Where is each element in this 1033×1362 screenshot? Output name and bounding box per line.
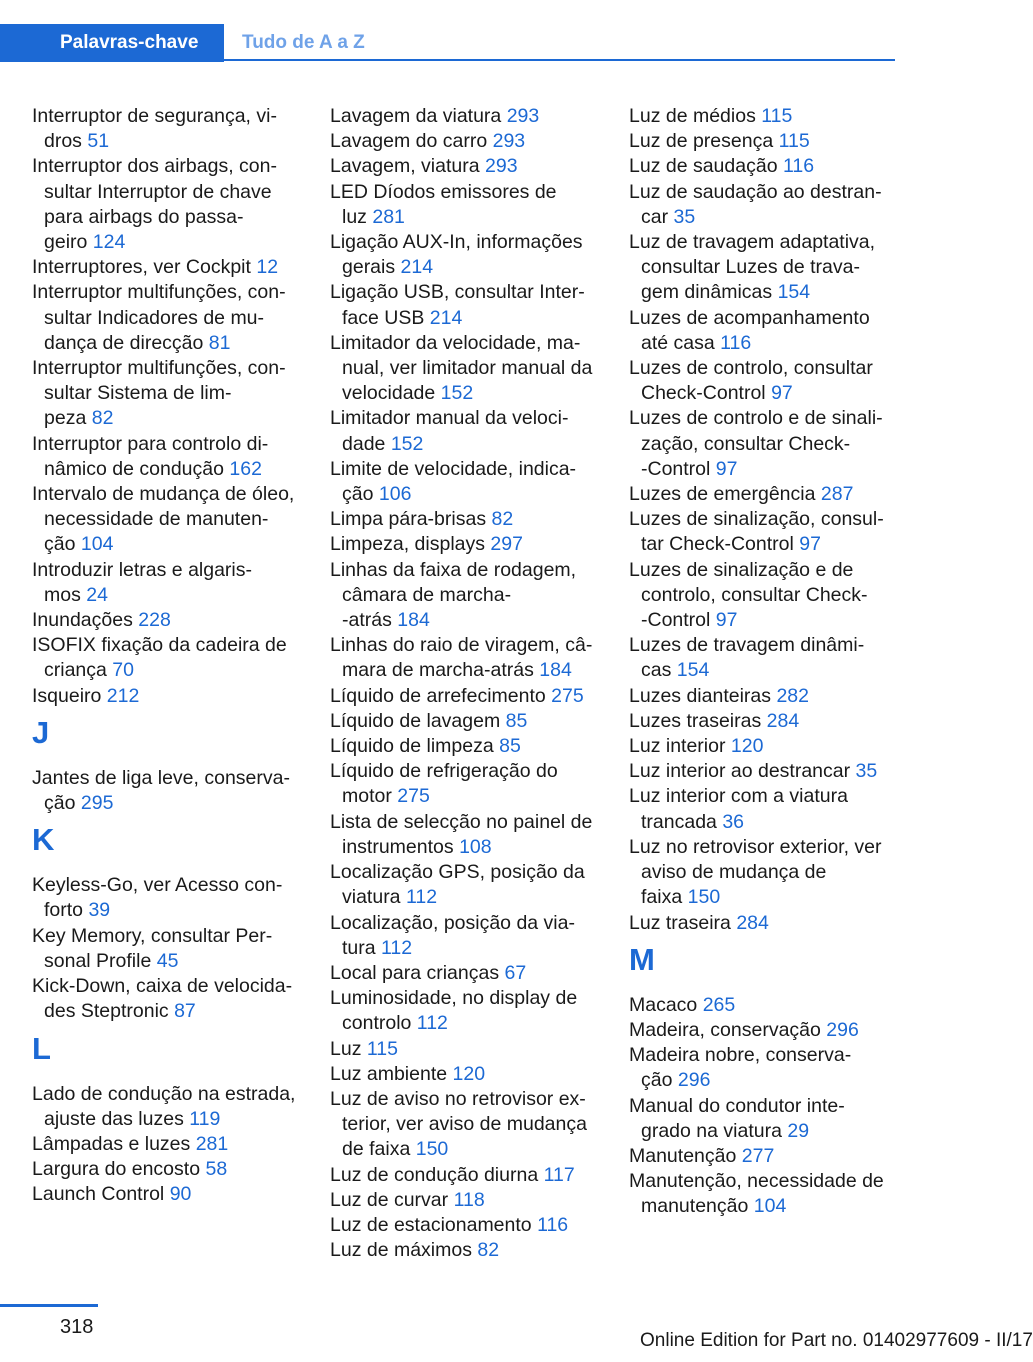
- index-entry: [330, 911, 602, 961]
- index-entry-page-link[interactable]: 51: [87, 130, 110, 153]
- index-entry-text: Introduzir letras e algaris- mos: [32, 558, 253, 606]
- index-entry-text: Luzes de emergência: [629, 483, 816, 506]
- index-entry: [32, 1182, 304, 1207]
- index-entry: [629, 104, 901, 129]
- index-entry: [629, 1043, 901, 1093]
- index-entry-page-link[interactable]: 297: [490, 533, 523, 556]
- index-entry-page-link[interactable]: 184: [539, 659, 572, 682]
- index-entry-text: Limitador da velocidade, ma- nual, ver limitador manual da velocidade: [330, 331, 593, 405]
- index-entry-text: Luzes de travagem dinâmi- cas: [629, 634, 865, 682]
- index-entry: [629, 684, 901, 709]
- index-entry-page-link[interactable]: 295: [80, 792, 114, 815]
- index-letter-heading: L: [32, 1030, 51, 1066]
- index-entry-page-link[interactable]: 281: [195, 1132, 229, 1155]
- index-entry-text: ISOFIX fixação da cadeira de criança: [32, 634, 287, 682]
- index-entry-text: Ligação AUX-In, informações gerais: [330, 231, 583, 279]
- index-entry-text: Macaco: [629, 993, 698, 1016]
- index-entry-text: Lavagem, viatura: [330, 155, 480, 178]
- index-entry-page-link[interactable]: 154: [777, 281, 811, 304]
- index-entry-text: Luz de aviso no retrovisor ex- terior, ver aviso de mudança de faixa: [330, 1087, 587, 1161]
- index-entry-page-link[interactable]: 116: [720, 331, 752, 354]
- index-entry-page-link[interactable]: 82: [91, 407, 114, 430]
- index-entry: [32, 104, 304, 154]
- index-entry: [330, 1087, 602, 1163]
- index-entry-page-link[interactable]: 112: [416, 1012, 448, 1035]
- index-entry: [629, 759, 901, 784]
- index-entry-page-link[interactable]: 184: [397, 609, 430, 632]
- index-entry: [629, 306, 901, 356]
- index-entry-page-link[interactable]: 90: [169, 1183, 192, 1206]
- tab-tudo-de-a-a-z[interactable]: Tudo de A a Z: [242, 32, 365, 53]
- index-entry-page-link[interactable]: 277: [741, 1144, 775, 1167]
- index-entry: [330, 986, 602, 1036]
- index-entry-page-link[interactable]: 293: [485, 155, 518, 178]
- index-entry-text: Interruptor multifunções, con- sultar Indicadores de mu- dança de direcção: [32, 281, 286, 354]
- index-letter-heading: M: [629, 941, 655, 977]
- index-entry: [629, 993, 901, 1018]
- index-entry-page-link[interactable]: 24: [86, 583, 108, 606]
- index-entry: [629, 835, 901, 911]
- index-entry: [330, 406, 602, 456]
- index-entry-page-link[interactable]: 115: [778, 130, 810, 153]
- index-entry-text: Luzes de sinalização e de controlo, consultar Check- -Control: [629, 558, 868, 632]
- index-entry: [32, 1082, 304, 1132]
- index-entry: [629, 356, 901, 406]
- index-entry-page-link[interactable]: 212: [106, 684, 140, 707]
- index-entry-page-link[interactable]: 296: [826, 1018, 859, 1041]
- index-entry: [330, 1188, 602, 1213]
- index-entry: [629, 482, 901, 507]
- index-entry: [629, 180, 901, 230]
- index-entry-page-link[interactable]: 284: [766, 709, 800, 732]
- index-entry-text: Luz ambiente: [330, 1062, 448, 1085]
- index-entry-text: Madeira, conservação: [629, 1018, 821, 1041]
- index-entry: [629, 230, 901, 306]
- index-entry-text: Launch Control: [32, 1183, 165, 1206]
- index-entry-text: Luz de estacionamento: [330, 1213, 532, 1236]
- index-entry-page-link[interactable]: 58: [205, 1158, 228, 1181]
- index-entry: [330, 280, 602, 330]
- index-entry-text: Luz de médios: [629, 105, 756, 127]
- index-entry-page-link[interactable]: 85: [505, 709, 528, 732]
- index-entry-text: Luz traseira: [629, 911, 731, 934]
- index-entry-page-link[interactable]: 293: [506, 105, 540, 127]
- index-entry: [32, 432, 304, 482]
- index-entry-page-link[interactable]: 214: [400, 256, 434, 279]
- index-entry-text: Manutenção, necessidade de manutenção: [629, 1170, 884, 1218]
- index-letter-heading: K: [32, 822, 55, 858]
- index-entry: [330, 457, 602, 507]
- index-entry: [32, 558, 304, 608]
- index-entry-text: Líquido de limpeza: [330, 735, 494, 758]
- index-entry-text: Luzes de sinalização, consul- tar Check-Control: [629, 508, 884, 556]
- index-entry: [32, 873, 304, 923]
- index-entry-page-link[interactable]: 112: [381, 936, 413, 959]
- index-entry-text: Lâmpadas e luzes: [32, 1132, 191, 1155]
- index-entry: [32, 356, 304, 432]
- index-entry: [629, 1094, 901, 1144]
- index-entry-page-link[interactable]: 81: [208, 331, 231, 354]
- index-entry: [330, 810, 602, 860]
- index-entry-text: Ligação USB, consultar Inter- face USB: [330, 281, 585, 329]
- index-entry: [32, 154, 304, 255]
- index-entry-text: Limitador manual da veloci- dade: [330, 407, 569, 455]
- index-entry: [330, 633, 602, 683]
- index-entry: [330, 684, 602, 709]
- index-entry-page-link[interactable]: 108: [459, 835, 492, 858]
- index-entry-page-link[interactable]: 152: [390, 432, 424, 455]
- index-entry-text: Luzes dianteiras: [629, 684, 772, 707]
- index-entry-text: Key Memory, consultar Per- sonal Profile: [32, 924, 273, 972]
- index-entry: [330, 860, 602, 910]
- index-entry-text: Jantes de liga leve, conserva- ção: [32, 766, 290, 815]
- index-column-1: [32, 104, 304, 1208]
- index-entry-page-link[interactable]: 97: [799, 533, 821, 556]
- index-entry-text: Lado de condução na estrada, ajuste das luzes: [32, 1082, 296, 1130]
- index-entry: [330, 129, 602, 154]
- index-entry: [330, 734, 602, 759]
- index-entry: [32, 684, 304, 709]
- index-entry-page-link[interactable]: 104: [80, 533, 114, 556]
- index-entry: [32, 482, 304, 558]
- index-entry-text: Local para crianças: [330, 961, 500, 984]
- index-entry-page-link[interactable]: 12: [256, 256, 279, 279]
- index-entry-text: Luz interior: [629, 735, 726, 758]
- index-entry-text: Luz de travagem adaptativa, consultar Luzes de trava- gem dinâmicas: [629, 231, 876, 304]
- index-entry-page-link[interactable]: 228: [138, 609, 171, 632]
- index-entry-page-link[interactable]: 120: [452, 1062, 486, 1085]
- index-entry-page-link[interactable]: 115: [761, 105, 793, 127]
- index-entry-page-link[interactable]: 265: [702, 993, 736, 1016]
- index-entry: [32, 1132, 304, 1157]
- index-entry: [32, 974, 304, 1024]
- index-entry: [629, 734, 901, 759]
- index-entry-text: Luminosidade, no display de controlo: [330, 987, 578, 1035]
- index-entry-text: Luz de curvar: [330, 1188, 449, 1211]
- page-number-rule: [0, 1304, 98, 1307]
- index-entry-text: Inundações: [32, 609, 133, 632]
- index-entry-page-link[interactable]: 116: [782, 155, 815, 178]
- index-entry-page-link[interactable]: 117: [543, 1163, 575, 1186]
- index-entry-page-link[interactable]: 104: [753, 1195, 787, 1218]
- index-entry-page-link[interactable]: 85: [499, 735, 521, 758]
- index-entry-text: Luz de saudação: [629, 155, 778, 178]
- index-entry-page-link[interactable]: 97: [715, 609, 738, 632]
- index-entry: [330, 1037, 602, 1062]
- index-entry: [629, 129, 901, 154]
- index-entry-text: Líquido de arrefecimento: [330, 684, 546, 707]
- index-entry-text: Luzes de acompanhamento até casa: [629, 306, 870, 354]
- index-entry-text: LED Díodos emissores de luz: [330, 180, 557, 228]
- index-entry: [32, 1157, 304, 1182]
- index-entry-text: Limite de velocidade, indica- ção: [330, 457, 577, 506]
- index-entry-text: Luz: [330, 1037, 362, 1060]
- header-rule: [224, 59, 895, 61]
- index-entry-page-link[interactable]: 112: [405, 886, 438, 909]
- index-letter-heading: J: [32, 714, 50, 750]
- index-entry-text: Manual do condutor inte- grado na viatura: [629, 1094, 845, 1142]
- index-entry-page-link[interactable]: 36: [722, 810, 745, 833]
- index-entry-text: Interruptor para controlo di- nâmico de condução: [32, 432, 269, 480]
- index-entry: [32, 255, 304, 280]
- index-entry: [330, 154, 602, 179]
- index-entry: [629, 1144, 901, 1169]
- index-entry: [32, 280, 304, 356]
- index-entry: [629, 406, 901, 482]
- index-entry-text: Luzes traseiras: [629, 709, 762, 732]
- index-entry-page-link[interactable]: 281: [372, 205, 405, 228]
- index-entry: [330, 1213, 602, 1238]
- footer-edition: Online Edition for Part no. 01402977609 - II/17: [640, 1330, 1033, 1351]
- index-entry: [629, 558, 901, 634]
- index-entry-text: Luzes de controlo, consultar Check-Control: [629, 357, 873, 405]
- index-entry: [629, 633, 901, 683]
- index-entry-text: Luz de máximos: [330, 1239, 472, 1262]
- index-entry-text: Limpa pára-brisas: [330, 508, 487, 531]
- index-entry: [629, 784, 901, 834]
- index-entry-page-link[interactable]: 35: [673, 205, 696, 228]
- index-entry: [330, 532, 602, 557]
- index-entry-text: Localização GPS, posição da viatura: [330, 861, 585, 909]
- index-entry-text: Luz de saudação ao destran- car: [629, 180, 882, 228]
- index-entry: [629, 1018, 901, 1043]
- index-entry: [629, 507, 901, 557]
- index-entry-page-link[interactable]: 115: [366, 1037, 398, 1060]
- index-entry: [330, 1163, 602, 1188]
- index-entry-text: Isqueiro: [32, 684, 102, 707]
- index-entry: [330, 104, 602, 129]
- index-entry-page-link[interactable]: 82: [477, 1239, 500, 1262]
- index-entry: [629, 1169, 901, 1219]
- index-entry-page-link[interactable]: 70: [112, 659, 134, 682]
- index-entry-page-link[interactable]: 150: [687, 886, 721, 909]
- index-entry-page-link[interactable]: 152: [440, 382, 474, 405]
- index-entry-page-link[interactable]: 150: [415, 1138, 449, 1161]
- index-entry-text: Localização, posição da via- tura: [330, 911, 575, 959]
- index-entry: [330, 230, 602, 280]
- index-entry-page-link[interactable]: 275: [551, 684, 584, 707]
- index-entry-page-link[interactable]: 214: [429, 306, 463, 329]
- index-entry-text: Manutenção: [629, 1144, 737, 1167]
- index-entry-text: Luz interior com a viatura trancada: [629, 785, 848, 833]
- index-entry-text: Keyless-Go, ver Acesso con- forto: [32, 874, 283, 922]
- index-entry-text: Luz de presença: [629, 130, 774, 153]
- index-entry-page-link[interactable]: 82: [491, 508, 514, 531]
- index-entry: [330, 331, 602, 407]
- index-entry-text: Interruptor de segurança, vi- dros: [32, 105, 277, 153]
- index-entry: [330, 180, 602, 230]
- index-entry: [629, 911, 901, 936]
- index-entry: [330, 1238, 602, 1263]
- index-entry: [330, 961, 602, 986]
- index-entry-page-link[interactable]: 29: [787, 1119, 810, 1142]
- index-entry-page-link[interactable]: 120: [730, 735, 764, 758]
- index-entry-text: Kick-Down, caixa de velocida- des Steptronic: [32, 975, 293, 1023]
- index-entry-text: Líquido de lavagem: [330, 709, 501, 732]
- index-entry-page-link[interactable]: 116: [537, 1213, 569, 1236]
- index-entry-text: Madeira nobre, conserva- ção: [629, 1044, 852, 1092]
- page-number: 318: [60, 1316, 94, 1338]
- index-entry-page-link[interactable]: 97: [771, 382, 793, 405]
- index-entry-text: Luz interior ao destrancar: [629, 760, 851, 783]
- index-entry-page-link[interactable]: 287: [820, 483, 854, 506]
- index-column-3: [629, 104, 901, 1220]
- index-entry: [32, 924, 304, 974]
- index-entry: [629, 154, 901, 179]
- index-entry-text: Linhas do raio de viragem, câ- mara de marcha-atrás: [330, 634, 593, 682]
- index-entry: [330, 558, 602, 634]
- index-entry-page-link[interactable]: 162: [229, 457, 262, 480]
- index-entry: [330, 709, 602, 734]
- header-tabs: [0, 24, 895, 62]
- index-entry: [32, 766, 304, 816]
- index-entry-page-link[interactable]: 106: [378, 483, 412, 506]
- index-entry: [330, 1062, 602, 1087]
- index-entry-page-link[interactable]: 275: [397, 785, 430, 808]
- index-entry-text: Luz de condução diurna: [330, 1163, 539, 1186]
- index-entry-text: Lavagem da viatura: [330, 105, 502, 127]
- index-entry-page-link[interactable]: 119: [189, 1107, 221, 1130]
- index-entry-text: Líquido de refrigeração do motor: [330, 760, 558, 808]
- index-entry-text: Largura do encosto: [32, 1158, 201, 1181]
- index-entry-page-link[interactable]: 39: [88, 899, 111, 922]
- index-entry: [330, 507, 602, 532]
- index-entry-page-link[interactable]: 124: [92, 231, 126, 254]
- index-entry-text: Intervalo de mudança de óleo, necessidade de manuten- ção: [32, 483, 295, 556]
- index-entry-page-link[interactable]: 97: [715, 457, 738, 480]
- index-column-2: [330, 104, 602, 1263]
- index-entry-page-link[interactable]: 282: [776, 684, 809, 707]
- index-entry: [32, 633, 304, 683]
- index-entry-text: Luz no retrovisor exterior, ver aviso de mudança de faixa: [629, 835, 882, 909]
- index-entry-text: Interruptores, ver Cockpit: [32, 256, 251, 279]
- index-entry-text: Linhas da faixa de rodagem, câmara de marcha- -atrás: [330, 558, 577, 632]
- index-entry-text: Limpeza, displays: [330, 533, 485, 556]
- index-entry: [32, 608, 304, 633]
- index-entry-text: Interruptor dos airbags, con- sultar Interruptor de chave para airbags do passa- geiro: [32, 155, 277, 254]
- index-entry-page-link[interactable]: 154: [676, 659, 710, 682]
- index-entry-page-link[interactable]: 45: [156, 949, 179, 972]
- index-entry-page-link[interactable]: 296: [677, 1069, 711, 1092]
- index-entry-text: Interruptor multifunções, con- sultar Sistema de lim- peza: [32, 357, 286, 430]
- tab-palavras-chave[interactable]: Palavras-chave: [0, 24, 224, 62]
- index-entry: [629, 709, 901, 734]
- index-entry: [330, 759, 602, 809]
- index-entry-page-link[interactable]: 35: [855, 760, 878, 783]
- index-entry-page-link[interactable]: 118: [453, 1188, 485, 1211]
- index-entry-text: Lavagem do carro: [330, 130, 488, 153]
- index-entry-text: Luzes de controlo e de sinali- zação, consultar Check- -Control: [629, 407, 883, 480]
- index-entry-page-link[interactable]: 293: [492, 130, 526, 153]
- index-entry-page-link[interactable]: 67: [504, 961, 527, 984]
- index-entry-page-link[interactable]: 284: [736, 911, 769, 934]
- index-entry-text: Lista de selecção no painel de instrumentos: [330, 810, 593, 858]
- index-entry-page-link[interactable]: 87: [174, 1000, 196, 1023]
